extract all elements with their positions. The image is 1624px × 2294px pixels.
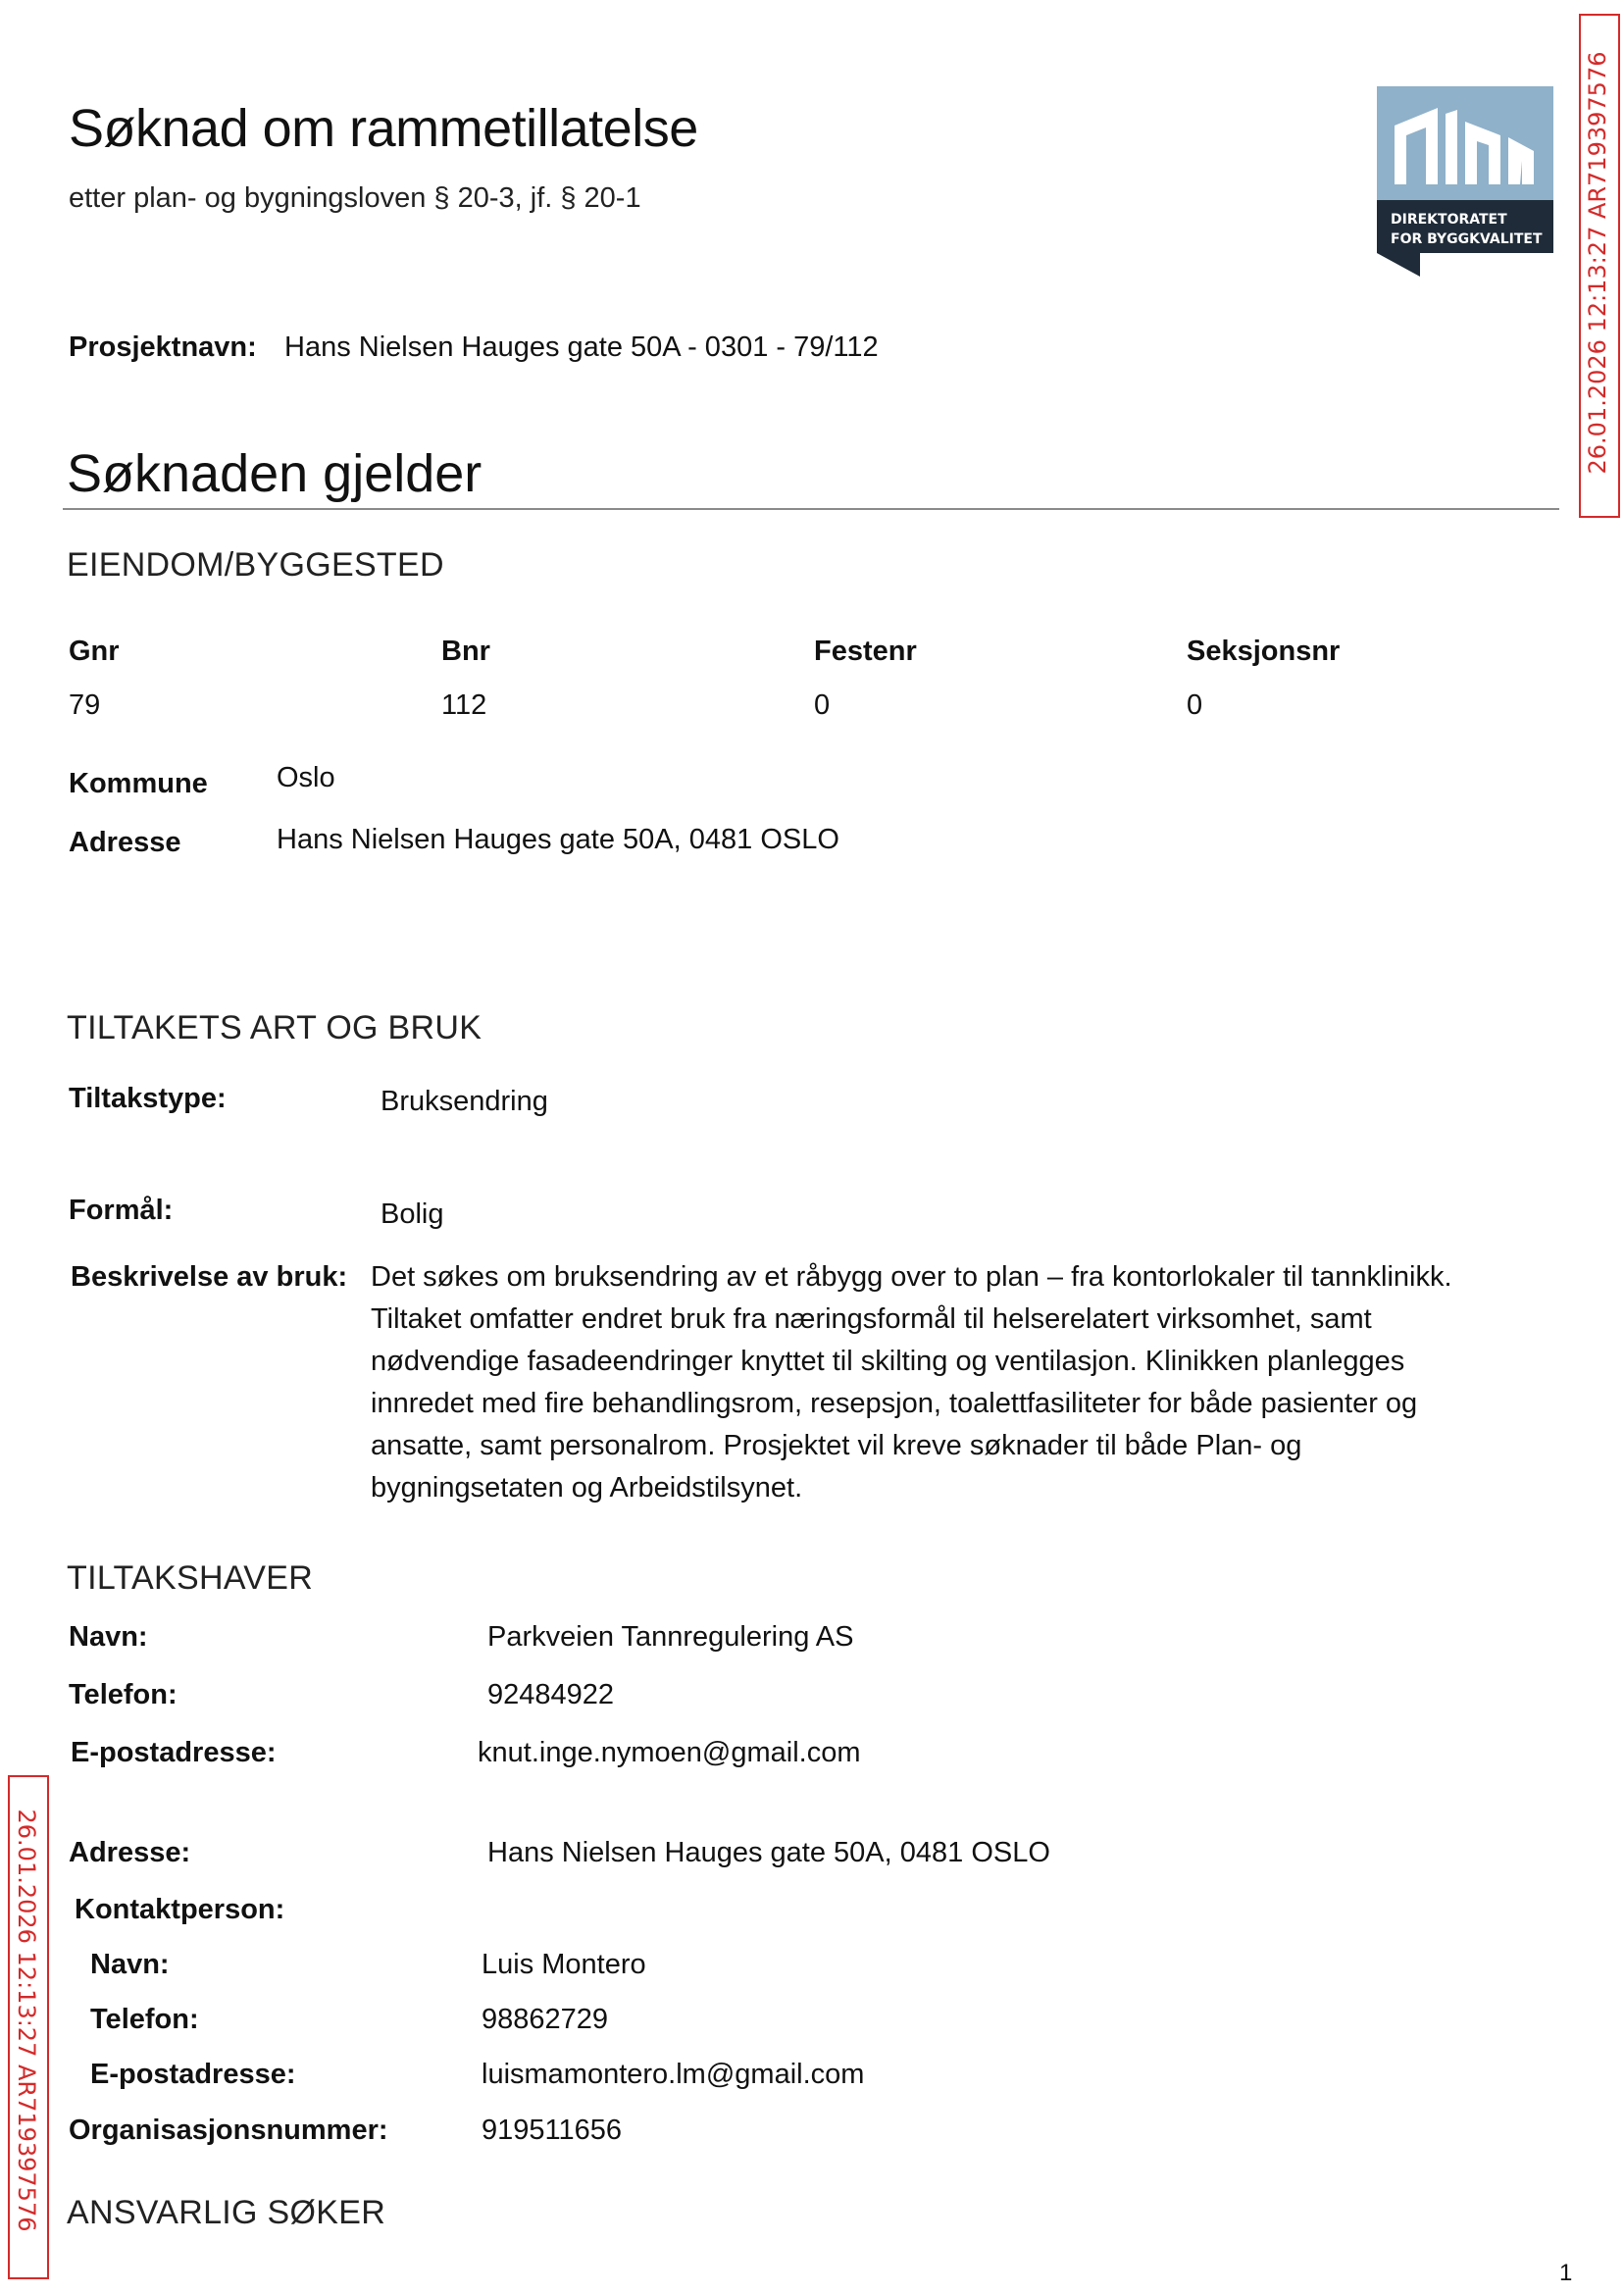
section-measure: TILTAKETS ART OG BRUK — [67, 1009, 482, 1046]
formal-label: Formål: — [69, 1195, 174, 1226]
formal-value: Bolig — [381, 1198, 444, 1230]
beskrivelse-text — [371, 1256, 1567, 1509]
stamp-text-bottom: 26.01.2026 12:13:27 AR719397576 — [13, 1809, 40, 2232]
project-value: Hans Nielsen Hauges gate 50A - 0301 - 79/112 — [284, 331, 879, 363]
tiltakstype-label: Tiltakstype: — [69, 1083, 227, 1114]
owner-phone-label: Telefon: — [69, 1679, 178, 1710]
kommune-value: Oslo — [277, 762, 335, 793]
owner-email-value: knut.inge.nymoen@gmail.com — [478, 1737, 861, 1768]
contact-phone-value: 98862729 — [482, 2004, 609, 2035]
contact-label: Kontaktperson: — [75, 1894, 285, 1925]
bnr-value: 112 — [441, 689, 487, 721]
owner-name-label: Navn: — [69, 1621, 148, 1653]
gnr-label: Gnr — [69, 636, 120, 667]
owner-address-label: Adresse: — [69, 1837, 191, 1868]
beskrivelse-line: ansatte, samt personalrom. Prosjektet vil kreve søknader til både Plan- og — [371, 1430, 1302, 1461]
bnr-label: Bnr — [441, 636, 490, 667]
beskrivelse-label: Beskrivelse av bruk: — [71, 1261, 348, 1293]
beskrivelse-line: Tiltaket omfatter endret bruk fra næringsformål til helserelatert virksomhet, samt — [371, 1303, 1372, 1335]
owner-name-value: Parkveien Tannregulering AS — [487, 1621, 854, 1653]
seksjonsnr-label: Seksjonsnr — [1187, 636, 1341, 667]
seksjonsnr-value: 0 — [1187, 689, 1203, 721]
org-number-label: Organisasjonsnummer: — [69, 2115, 388, 2146]
contact-phone-label: Telefon: — [90, 2004, 199, 2035]
owner-email-label: E-postadresse: — [71, 1737, 277, 1768]
dibk-logo-icon — [1377, 86, 1553, 277]
tiltakstype-value: Bruksendring — [381, 1086, 548, 1117]
stamp-text-top: 26.01.2026 12:13:27 AR719397576 — [1584, 51, 1611, 475]
logo-text-line2: FOR BYGGKVALITET — [1391, 231, 1543, 247]
kommune-label: Kommune — [69, 768, 208, 799]
document-title: Søknad om rammetillatelse — [69, 99, 698, 158]
beskrivelse-line: nødvendige fasadeendringer knyttet til skilting og ventilasjon. Klinikken planlegges — [371, 1346, 1405, 1377]
beskrivelse-line: bygningsetaten og Arbeidstilsynet. — [371, 1472, 803, 1504]
logo-text-line1: DIREKTORATET — [1391, 212, 1507, 228]
application-heading: Søknaden gjelder — [67, 444, 482, 503]
section-applicant: ANSVARLIG SØKER — [67, 2194, 386, 2231]
org-number-value: 919511656 — [482, 2115, 623, 2146]
adresse-label: Adresse — [69, 827, 181, 858]
owner-address-value: Hans Nielsen Hauges gate 50A, 0481 OSLO — [487, 1837, 1050, 1868]
festenr-label: Festenr — [814, 636, 917, 667]
contact-email-label: E-postadresse: — [90, 2059, 296, 2090]
section-owner: TILTAKSHAVER — [67, 1559, 314, 1597]
contact-name-value: Luis Montero — [482, 1949, 646, 1980]
project-label: Prosjektnavn: — [69, 331, 257, 363]
document-subtitle: etter plan- og bygningsloven § 20-3, jf. § 20-1 — [69, 182, 641, 214]
page-number: 1 — [1559, 2260, 1573, 2286]
beskrivelse-line: Det søkes om bruksendring av et råbygg over to plan – fra kontorlokaler til tannklinikk. — [371, 1261, 1452, 1293]
adresse-value: Hans Nielsen Hauges gate 50A, 0481 OSLO — [277, 824, 839, 855]
beskrivelse-line: innredet med fire behandlingsrom, resepsjon, toalettfasiliteter for både pasienter og — [371, 1388, 1418, 1419]
contact-email-value: luismamontero.lm@gmail.com — [482, 2059, 865, 2090]
owner-phone-value: 92484922 — [487, 1679, 615, 1710]
gnr-value: 79 — [69, 689, 101, 721]
heading-divider — [63, 508, 1559, 510]
contact-name-label: Navn: — [90, 1949, 170, 1980]
section-property: EIENDOM/BYGGESTED — [67, 546, 444, 584]
dibk-logo — [1377, 86, 1553, 277]
festenr-value: 0 — [814, 689, 831, 721]
